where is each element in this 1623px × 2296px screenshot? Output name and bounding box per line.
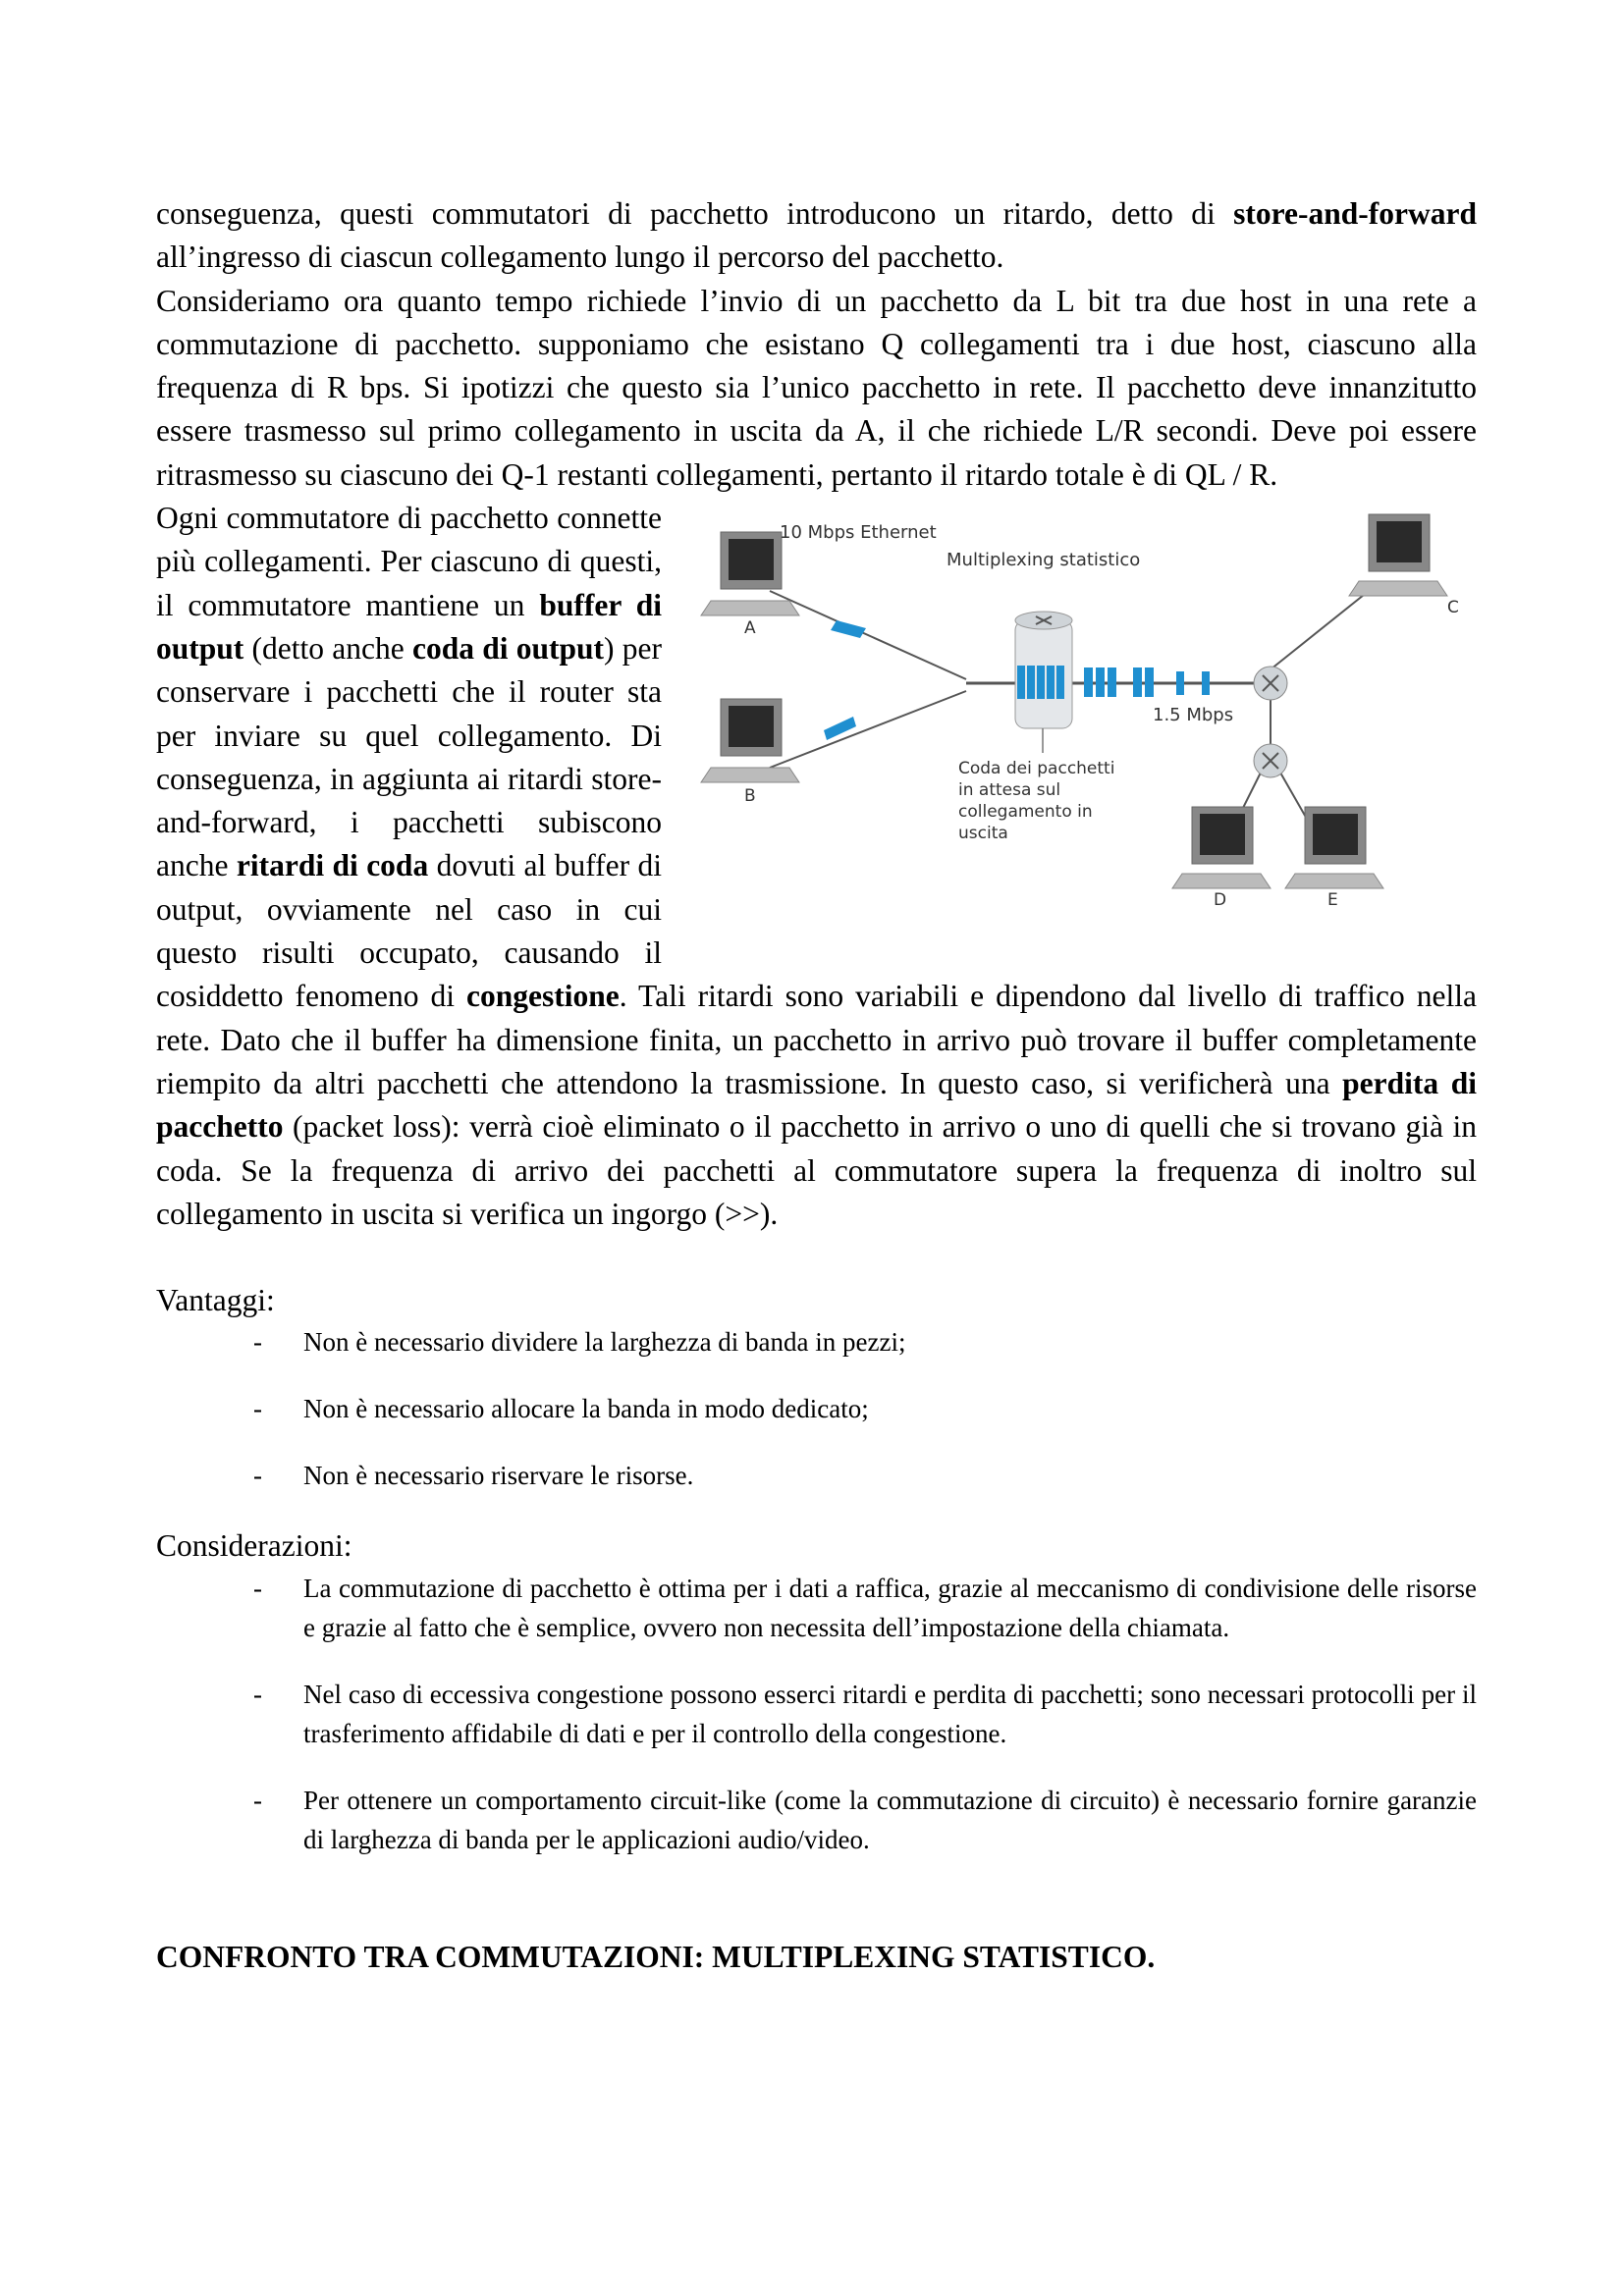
dash-bullet: -	[253, 1679, 262, 1709]
bold-term-store-and-forward: store-and-forward	[1233, 196, 1477, 231]
packet-icon	[1108, 667, 1116, 697]
text-run: (packet loss): verrà cioè eliminato o il pacchetto in arrivo o uno di quelli che si trovano già in coda. Se la frequenza di arrivo dei pacchetti al commutatore supera la frequenza di inoltro sul collegamento in uscita si verifica un ingorgo (>>).	[156, 1109, 1477, 1231]
dash-bullet: -	[253, 1573, 262, 1603]
list-item-text: Non è necessario riservare le risorse.	[303, 1461, 694, 1491]
dash-bullet: -	[253, 1785, 262, 1815]
bold-term-ritardi-coda: ritardi di coda	[236, 848, 429, 883]
link-a	[770, 591, 966, 679]
host-b-computer-icon	[701, 699, 799, 782]
packet-icon	[1084, 667, 1093, 697]
queued-packet	[1056, 666, 1064, 699]
list-item	[156, 1389, 1477, 1428]
host-c-label: C	[1447, 598, 1459, 618]
host-a-label: A	[744, 618, 756, 639]
list-item-text: La commutazione di pacchetto è ottima per i dati a raffica, grazie al meccanismo di condivisione delle risorse e grazie al fatto che è semplice, ovvero non necessita dell’impostazione della chiamata.	[303, 1573, 1477, 1642]
intro-paragraph-2: Consideriamo ora quanto tempo richiede l’invio di un pacchetto da L bit tra due host in una rete a commutazione di pacchetto. supponiamo che esistano Q collegamenti tra i due host, ciascuno alla frequenza di R bps. Si ipotizzi che questo sia l’unico pacchetto in rete. Il pacchetto deve innanzitutto essere trasmesso sul primo collegamento in uscita da A, il che richiede L/R secondi. Deve poi essere ritrasmesso su ciascuno dei Q-1 restanti collegamenti, pertanto il ritardo totale è di QL / R.	[156, 283, 1477, 492]
list-item-text: Non è necessario allocare la banda in modo dedicato;	[303, 1394, 869, 1424]
considerazioni-list	[156, 1569, 1477, 1859]
queued-packet	[1027, 666, 1035, 699]
host-e-label: E	[1327, 890, 1338, 911]
list-item	[156, 1322, 1477, 1362]
queued-packet	[1047, 666, 1055, 699]
list-item-text: Non è necessario dividere la larghezza di banda in pezzi;	[303, 1327, 906, 1358]
queue-label-line-3: collegamento in	[958, 802, 1093, 823]
buffer-section	[156, 497, 1477, 1236]
bold-term-buffer-output: buffer di output	[156, 587, 662, 666]
section-heading: CONFRONTO TRA COMMUTAZIONI: MULTIPLEXING STATISTICO.	[156, 1939, 1156, 1974]
queue-label-line-1: Coda dei pacchetti	[958, 759, 1115, 779]
host-d-label: D	[1214, 890, 1227, 911]
list-item	[156, 1456, 1477, 1495]
document-page	[156, 192, 1477, 1979]
multiplexing-label: Multiplexing statistico	[947, 550, 1141, 571]
host-b-label: B	[744, 786, 756, 807]
network-diagram	[691, 503, 1496, 954]
list-item	[156, 1569, 1477, 1647]
text-run: ) per conservare i pacchetti che il router sta per inviare su quel collegamento. Di conseguenza, in aggiunta ai ritardi store-and-forward, i pacchetti subiscono anche	[156, 630, 662, 883]
text-run: (detto anche	[243, 630, 412, 666]
host-a-computer-icon	[701, 532, 799, 615]
dash-bullet: -	[253, 1327, 262, 1358]
list-item-text: Nel caso di eccessiva congestione possono esserci ritardi e perdita di pacchetti; sono necessari protocolli per il trasferimento affidabile di dati e per il controllo della congestione.	[303, 1679, 1477, 1748]
bold-term-coda-output: coda di output	[411, 630, 605, 666]
text-run: Ogni commutatore di pacchetto connette più collegamenti. Per ciascuno di questi, il commutatore mantiene un	[156, 501, 662, 622]
text-run: all’ingresso di ciascun collegamento lungo il percorso del pacchetto.	[156, 240, 1004, 275]
ethernet-label: 10 Mbps Ethernet	[780, 522, 937, 544]
packet-icon	[1176, 671, 1184, 695]
queued-packet	[1017, 666, 1025, 699]
link-b	[770, 691, 966, 768]
link-c	[1271, 591, 1369, 669]
packet-icon	[831, 620, 866, 638]
dash-bullet: -	[253, 1461, 262, 1491]
vantaggi-list	[156, 1322, 1477, 1495]
link-speed-label: 1.5 Mbps	[1153, 705, 1234, 726]
text-run: conseguenza, questi commutatori di pacchetto introducono un ritardo, detto di	[156, 196, 1234, 231]
bold-term-perdita-pacchetto: perdita di pacchetto	[156, 1065, 1477, 1145]
text-run: . Tali ritardi sono variabili e dipendono dal livello di traffico nella rete. Dato che il buffer ha dimensione finita, un pacchetto in arrivo può trovare il buffer completamente riempito da altri pacchetti che attendono la trasmissione. In questo caso, si verificherà una	[156, 979, 1477, 1100]
text-run: dovuti al buffer di output, ovviamente nel caso in cui questo risulti occupato, causando il cosiddetto fenomeno di	[156, 848, 663, 1014]
queue-label-line-2: in attesa sul	[958, 780, 1061, 801]
intro-paragraph-1	[156, 192, 1477, 280]
dash-bullet: -	[253, 1394, 262, 1424]
bold-term-congestione: congestione	[466, 979, 620, 1014]
packet-icon	[1133, 667, 1142, 697]
list-item-text: Per ottenere un comportamento circuit-like (come la commutazione di circuito) è necessario fornire garanzie di larghezza di banda per le applicazioni audio/video.	[303, 1785, 1477, 1854]
host-e-computer-icon	[1285, 807, 1383, 888]
queue-label-line-4: uscita	[958, 824, 1008, 844]
list-item	[156, 1675, 1477, 1753]
vantaggi-title: Vantaggi:	[156, 1283, 275, 1318]
host-c-computer-icon	[1349, 514, 1447, 596]
queued-packet	[1037, 666, 1045, 699]
considerazioni-title: Considerazioni:	[156, 1528, 352, 1564]
packet-icon	[1145, 667, 1154, 697]
list-item	[156, 1781, 1477, 1859]
packet-switching-figure	[691, 503, 1496, 954]
packet-icon	[1202, 671, 1210, 695]
host-d-computer-icon	[1172, 807, 1271, 888]
packet-icon	[1096, 667, 1105, 697]
